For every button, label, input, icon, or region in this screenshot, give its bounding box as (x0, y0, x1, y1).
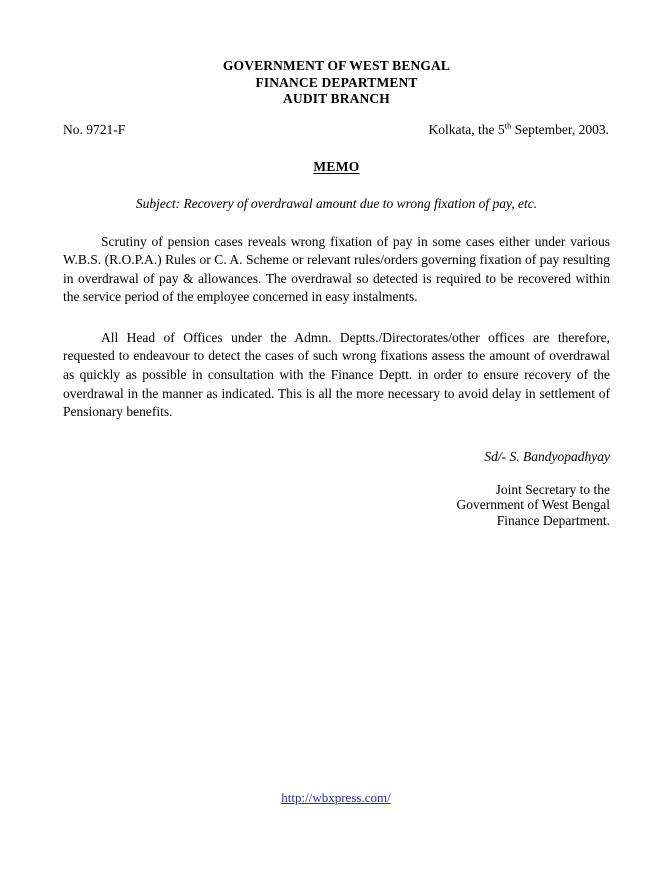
letterhead-line-department: FINANCE DEPARTMENT (255, 74, 418, 90)
footer (0, 790, 672, 806)
footer-source-link[interactable]: http://wbxpress.com/ (281, 790, 391, 805)
letterhead-line-government: GOVERNMENT OF WEST BENGAL (222, 58, 451, 73)
document-content (63, 58, 610, 528)
designation-line-1: Joint Secretary to the (495, 481, 610, 497)
signature-name: Sd/- S. Bandyopadhyay (484, 448, 610, 464)
signature-block (63, 448, 610, 529)
subject-line: Subject: Recovery of overdrawal amount due to wrong fixation of pay, etc. (135, 195, 538, 211)
letterhead-line-branch: AUDIT BRANCH (283, 91, 390, 106)
body-paragraph-1: Scrutiny of pension cases reveals wrong fixation of pay in some cases either under various W.B.S. (R.O.P.A.) Rules or C. A. Scheme or relevant rules/orders governing fixation of pay resulting in overdrawal of pay & allowances. The overdrawal so detected is required to be recovered within the service period of the employee concerned in easy instalments. (63, 233, 610, 305)
memo-number: No. 9721-F (63, 121, 126, 137)
memo-heading (63, 159, 610, 175)
letterhead (63, 58, 610, 108)
body-paragraph-2: All Head of Offices under the Admn. Deptts./Directorates/other offices are therefore, requested to endeavour to detect the cases of such wrong fixations assess the amount of overdrawal as quickly as possible in consultation with the Finance Deptt. in order to ensure recovery of the overdrawal in the manner as indicated. This is all the more necessary to avoid delay in settlement of Pensionary benefits. (63, 329, 610, 420)
memo-date (428, 121, 610, 138)
memo-date-rest: September, 2003. (511, 121, 609, 137)
memo-date-prefix: Kolkata, the 5 (428, 121, 505, 137)
designation-line-2: Government of West Bengal (456, 497, 610, 513)
signature-designation (63, 482, 610, 529)
reference-and-date-row (63, 121, 610, 138)
designation-line-3: Finance Department. (496, 512, 610, 528)
memo-heading-text: MEMO (313, 158, 360, 174)
memo-date-ordinal-suffix: th (504, 120, 512, 130)
